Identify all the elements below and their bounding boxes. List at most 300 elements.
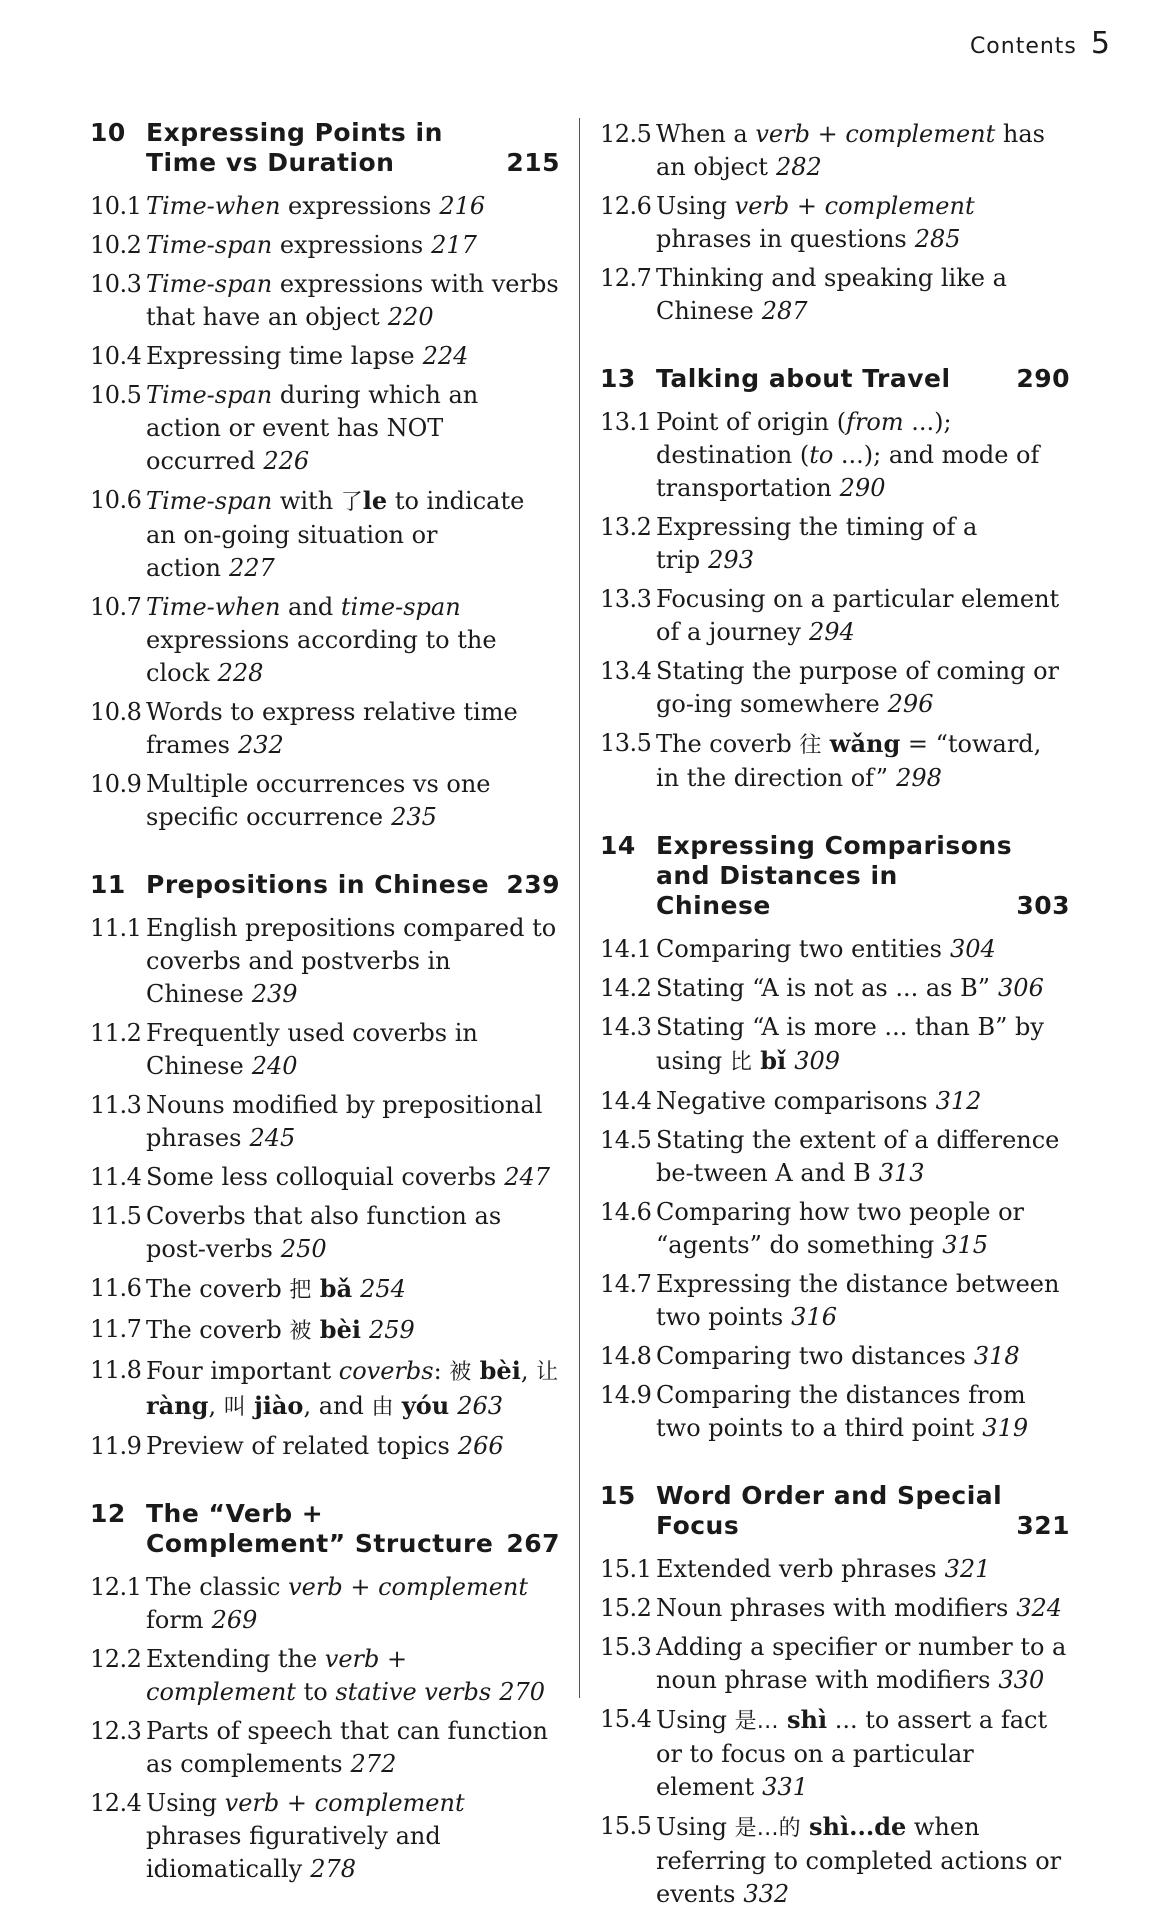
section-gap [600, 1451, 1070, 1481]
pinyin: bèi [311, 1315, 361, 1344]
toc-entry [90, 1161, 560, 1194]
toc-entry [90, 190, 560, 223]
entry-page: 235 [391, 803, 437, 831]
entry-text [146, 1430, 560, 1463]
entry-number: 14.9 [600, 1381, 652, 1409]
entry-text [656, 118, 1070, 184]
entry-text [656, 1340, 1070, 1373]
entry-text [656, 1703, 1070, 1804]
entry-text-part: The coverb [656, 730, 800, 758]
chapter-number: 12 [90, 1499, 126, 1528]
entry-page: 224 [422, 342, 469, 370]
chapter-page: 321 [1016, 1511, 1070, 1540]
chapter-title: Expressing Comparisons and Distances in Chinese [656, 831, 1013, 920]
entry-number: 13.5 [600, 729, 652, 757]
entry-number: 11.3 [90, 1091, 142, 1119]
entry-text-part: has an object [656, 120, 1045, 181]
toc-entry [600, 1196, 1070, 1262]
entry-number: 11.9 [90, 1432, 142, 1460]
entry-number: 12.3 [90, 1717, 142, 1745]
chapter-page: 215 [506, 148, 560, 177]
entry-number: 11.4 [90, 1163, 142, 1191]
toc-column-right [600, 118, 1070, 1917]
pinyin: shì...de [800, 1812, 907, 1841]
entry-page: 309 [794, 1047, 840, 1075]
chapter-heading [90, 118, 560, 178]
entry-text-part: to [295, 1678, 336, 1706]
entry-text-part: phrases figuratively and idiomatically [146, 1822, 441, 1883]
page-number: 5 [1090, 26, 1110, 61]
entry-page: 217 [431, 231, 477, 259]
toc-entry [600, 1592, 1070, 1625]
entry-text [146, 1272, 560, 1307]
entry-text-part: Multiple occurrences vs one specific occurrence [146, 770, 491, 831]
entry-text-part: stative verbs [335, 1678, 492, 1706]
chapter-title: Talking about Travel [656, 364, 951, 393]
entry-text-part: Time-span [146, 231, 273, 259]
entry-page: 331 [762, 1773, 808, 1801]
chapter-number: 11 [90, 870, 126, 899]
entry-text [146, 1200, 560, 1266]
entry-number: 13.1 [600, 408, 652, 436]
entry-number: 14.8 [600, 1342, 652, 1370]
entry-text-part: Time-when [146, 593, 281, 621]
entry-page: 330 [998, 1666, 1045, 1694]
chapter-title: The “Verb + Complement” Structure [146, 1499, 494, 1558]
entry-text-part: expressions with verbs that have an object [146, 270, 559, 331]
toc-entry [600, 1011, 1070, 1079]
entry-text-part: The classic [146, 1573, 289, 1601]
entry-page: 220 [387, 303, 434, 331]
chapter-page: 267 [506, 1529, 560, 1558]
chapter-page: 239 [506, 870, 560, 899]
section-gap [90, 840, 560, 870]
entry-text-part: Words to express relative time frames [146, 698, 518, 759]
entry-text [656, 1379, 1070, 1445]
toc-entry [90, 1089, 560, 1155]
toc-entry [600, 1268, 1070, 1334]
entry-text-part: Adding a specifier or number to a noun phrase with modifiers [656, 1633, 1067, 1694]
entry-page: 313 [878, 1159, 925, 1187]
entry-text [146, 340, 560, 373]
entry-text [656, 1011, 1070, 1079]
entry-number: 10.8 [90, 698, 142, 726]
entry-text-part: to indicate an on-going situation or action [146, 487, 525, 582]
entry-text-part: expressions [272, 231, 424, 259]
entry-text [146, 1715, 560, 1781]
entry-number: 15.2 [600, 1594, 652, 1622]
chinese-characters: 是… [734, 1709, 779, 1734]
entry-number: 15.5 [600, 1812, 652, 1840]
entry-text [656, 583, 1070, 649]
toc-entry [90, 768, 560, 834]
toc-entry [600, 1379, 1070, 1445]
toc-entry [600, 118, 1070, 184]
toc-entry [90, 591, 560, 690]
toc-entry [600, 1124, 1070, 1190]
entry-page: 315 [942, 1231, 989, 1259]
chapter-heading [600, 831, 1070, 921]
entry-number: 14.7 [600, 1270, 652, 1298]
chinese-characters: 往 [799, 733, 822, 758]
entry-text-part: Using [656, 192, 735, 220]
chapter-number: 13 [600, 364, 636, 393]
chapter-heading [600, 364, 1070, 394]
entry-page: 259 [368, 1316, 415, 1344]
entry-page: 269 [211, 1606, 258, 1634]
toc-entry [600, 1631, 1070, 1697]
toc-entry [90, 1200, 560, 1266]
toc-entry [90, 340, 560, 373]
entry-text [656, 1553, 1070, 1586]
entry-number: 13.4 [600, 657, 652, 685]
entry-page: 228 [217, 659, 264, 687]
toc-entry [90, 1354, 560, 1424]
chinese-characters: 被 [289, 1319, 312, 1344]
entry-number: 10.9 [90, 770, 142, 798]
entry-text-part: Stating “A is not as ... as B” [656, 974, 991, 1002]
entry-text-part: The coverb [146, 1316, 290, 1344]
toc-entry [600, 1085, 1070, 1118]
entry-number: 14.5 [600, 1126, 652, 1154]
entry-text-part: : [433, 1357, 450, 1385]
entry-number: 10.2 [90, 231, 142, 259]
entry-text-part: , [520, 1357, 537, 1385]
entry-page: 254 [360, 1275, 406, 1303]
entry-text-part: When a [656, 120, 756, 148]
entry-page: 245 [249, 1124, 296, 1152]
entry-page: 290 [839, 474, 886, 502]
entry-text [656, 1196, 1070, 1262]
entry-text-part: verb + complement [288, 1573, 529, 1601]
entry-text-part: during which an action or event has NOT occurred [146, 381, 479, 475]
entry-number: 11.1 [90, 914, 142, 942]
toc-entry [90, 1787, 560, 1886]
pinyin: shì [778, 1705, 828, 1734]
entry-number: 15.4 [600, 1705, 652, 1733]
toc-entry [90, 1571, 560, 1637]
entry-text-part: time-span [340, 593, 461, 621]
toc-entry [600, 933, 1070, 966]
entry-page: 321 [944, 1555, 991, 1583]
toc-entry [90, 484, 560, 585]
toc-entry [90, 696, 560, 762]
entry-text [146, 229, 560, 262]
entry-page: 227 [228, 554, 275, 582]
entry-number: 10.4 [90, 342, 142, 370]
entry-text-part: verb + complement [146, 1645, 408, 1706]
entry-page: 240 [251, 1052, 298, 1080]
chinese-characters: 了 [340, 490, 363, 515]
entry-text [146, 1017, 560, 1083]
toc-entry [600, 583, 1070, 649]
toc-entry [90, 1017, 560, 1083]
entry-page: 294 [808, 618, 855, 646]
entry-text [146, 1313, 560, 1348]
entry-text-part: Comparing the distances from two points to a third point [656, 1381, 1026, 1442]
chinese-characters: 被 [449, 1360, 472, 1385]
entry-text-part: verb + complement [224, 1789, 465, 1817]
entry-page: 250 [280, 1235, 327, 1263]
entry-page: 287 [761, 297, 808, 325]
column-divider [579, 118, 580, 1698]
entry-text-part: Four important [146, 1357, 339, 1385]
entry-page: 318 [973, 1342, 1020, 1370]
entry-text-part: Comparing two distances [656, 1342, 966, 1370]
entry-number: 12.5 [600, 120, 652, 148]
entry-page: 298 [896, 764, 942, 792]
entry-text-part: Comparing how two people or “agents” do something [656, 1198, 1024, 1259]
section-gap [600, 801, 1070, 831]
entry-number: 12.2 [90, 1645, 142, 1673]
toc-entry [600, 1810, 1070, 1911]
entry-text-part: = “toward, in the direction of” [656, 730, 1042, 792]
entry-text [656, 1124, 1070, 1190]
entry-text [146, 190, 560, 223]
section-gap [600, 334, 1070, 364]
entry-text-part: The coverb [146, 1275, 290, 1303]
chinese-characters: 让 [536, 1360, 559, 1385]
entry-page: 278 [310, 1855, 357, 1883]
entry-text-part: Using [656, 1706, 735, 1734]
entry-page: 266 [457, 1432, 504, 1460]
chapter-title: Prepositions in Chinese [146, 870, 490, 899]
entry-text [656, 190, 1070, 256]
pinyin: bǐ [751, 1046, 787, 1075]
entry-text [146, 591, 560, 690]
toc-entry [90, 379, 560, 478]
entry-text-part: verb + complement [734, 192, 975, 220]
entry-text-part: Focusing on a particular element of a journey [656, 585, 1060, 646]
entry-text-part: ... to assert a fact or to focus on a particular element [656, 1706, 1048, 1801]
entry-text-part: form [146, 1606, 204, 1634]
entry-number: 11.5 [90, 1202, 142, 1230]
entry-number: 11.7 [90, 1315, 142, 1343]
entry-page: 232 [237, 731, 284, 759]
entry-text-part: Expressing the timing of a trip [656, 513, 978, 574]
entry-number: 11.2 [90, 1019, 142, 1047]
entry-text [146, 768, 560, 834]
toc-entry [600, 511, 1070, 577]
entry-text-part: Time-span [146, 270, 273, 298]
entry-text-part: ...); destination ( [656, 408, 952, 469]
toc-entry [90, 912, 560, 1011]
entry-text [146, 1787, 560, 1886]
toc-entry [90, 1313, 560, 1348]
chapter-heading [600, 1481, 1070, 1541]
pinyin: bǎ [311, 1274, 353, 1303]
toc-entry [90, 1272, 560, 1307]
entry-number: 14.6 [600, 1198, 652, 1226]
entry-number: 14.3 [600, 1013, 652, 1041]
entry-page: 226 [263, 447, 310, 475]
entry-page: 304 [949, 935, 996, 963]
header-section-label: Contents [969, 34, 1077, 59]
chapter-heading [90, 1499, 560, 1559]
entry-text-part: Time-span [146, 381, 273, 409]
entry-page: 239 [251, 980, 298, 1008]
entry-page: 270 [499, 1678, 546, 1706]
toc-entry [600, 727, 1070, 795]
entry-text-part: and [280, 593, 341, 621]
entry-text [656, 1592, 1070, 1625]
entry-text-part: Stating the extent of a difference be-tween A and B [656, 1126, 1060, 1187]
toc-entry [90, 1430, 560, 1463]
toc-entry [600, 1553, 1070, 1586]
entry-number: 10.6 [90, 486, 142, 514]
entry-text-part: Stating the purpose of coming or go-ing somewhere [656, 657, 1060, 718]
entry-page: 247 [504, 1163, 551, 1191]
toc-entry [600, 406, 1070, 505]
entry-text-part: Time-when [146, 192, 281, 220]
entry-text [146, 1643, 560, 1709]
chapter-heading [90, 870, 560, 900]
toc-entry [600, 262, 1070, 328]
toc-entry [90, 1643, 560, 1709]
entry-text-part: Some less colloquial coverbs [146, 1163, 497, 1191]
pinyin: jiào [245, 1391, 304, 1420]
entry-text-part: , and [303, 1392, 372, 1420]
entry-text-part: Extending the [146, 1645, 325, 1673]
entry-text [146, 1089, 560, 1155]
toc-entry [90, 229, 560, 262]
entry-text [146, 1571, 560, 1637]
chinese-characters: 把 [289, 1278, 312, 1303]
entry-text-part: Thinking and speaking like a Chinese [656, 264, 1007, 325]
entry-text-part: expressions [280, 192, 432, 220]
pinyin: ràng [146, 1391, 209, 1420]
chapter-number: 15 [600, 1481, 636, 1510]
entry-page: 272 [350, 1750, 397, 1778]
entry-text-part: Frequently used coverbs in Chinese [146, 1019, 478, 1080]
toc-entry [600, 972, 1070, 1005]
entry-number: 14.1 [600, 935, 652, 963]
entry-text [656, 972, 1070, 1005]
toc-entry [600, 190, 1070, 256]
entry-page: 216 [439, 192, 486, 220]
entry-text [656, 655, 1070, 721]
entry-text-part: verb + complement [755, 120, 996, 148]
entry-page: 324 [1016, 1594, 1063, 1622]
entry-text [656, 1268, 1070, 1334]
entry-number: 12.6 [600, 192, 652, 220]
pinyin: yóu [393, 1391, 450, 1420]
entry-text-part: Stating “A is more ... than B” by using [656, 1013, 1044, 1075]
entry-text-part: with [272, 487, 341, 515]
chinese-characters: 叫 [223, 1395, 246, 1420]
chapter-number: 10 [90, 118, 126, 147]
entry-page: 332 [743, 1880, 790, 1908]
toc-entry [600, 1340, 1070, 1373]
toc-column-left [90, 118, 560, 1892]
entry-number: 15.1 [600, 1555, 652, 1583]
entry-text-part: Using [146, 1789, 225, 1817]
entry-text [656, 511, 1070, 577]
entry-text [656, 727, 1070, 795]
entry-page: 306 [998, 974, 1044, 1002]
chinese-characters: 由 [371, 1395, 394, 1420]
entry-text-part: to [809, 441, 834, 469]
entry-page: 263 [457, 1392, 504, 1420]
chinese-characters: 是…的 [734, 1816, 801, 1841]
pinyin: wǎng [821, 729, 901, 758]
entry-text-part: Expressing the distance between two points [656, 1270, 1060, 1331]
chapter-page: 290 [1016, 364, 1070, 393]
entry-text [146, 1354, 560, 1424]
entry-text [656, 1631, 1070, 1697]
entry-text [146, 268, 560, 334]
toc-entry [90, 1715, 560, 1781]
entry-text-part: Coverbs that also function as post-verbs [146, 1202, 502, 1263]
entry-page: 282 [775, 153, 822, 181]
entry-number: 10.7 [90, 593, 142, 621]
pinyin: le [362, 486, 388, 515]
entry-text [146, 912, 560, 1011]
entry-text-part: Point of origin ( [656, 408, 847, 436]
entry-page: 312 [935, 1087, 982, 1115]
entry-text [656, 1810, 1070, 1911]
entry-number: 12.1 [90, 1573, 142, 1601]
entry-text-part: English prepositions compared to coverbs and postverbs in Chinese [146, 914, 557, 1008]
entry-number: 10.1 [90, 192, 142, 220]
entry-text-part: Comparing two entities [656, 935, 942, 963]
entry-text-part: ...); and mode of transportation [656, 441, 1040, 502]
toc-entry [600, 1703, 1070, 1804]
entry-text-part: Expressing time lapse [146, 342, 415, 370]
pinyin: bèi [471, 1356, 521, 1385]
chinese-characters: 比 [729, 1050, 752, 1075]
entry-text-part: Using [656, 1813, 735, 1841]
entry-text [146, 1161, 560, 1194]
entry-text-part: Extended verb phrases [656, 1555, 937, 1583]
entry-text-part: Nouns modified by prepositional phrases [146, 1091, 543, 1152]
entry-number: 11.8 [90, 1356, 142, 1384]
entry-page: 316 [791, 1303, 837, 1331]
section-gap [90, 1469, 560, 1499]
entry-text [146, 696, 560, 762]
entry-page: 296 [887, 690, 934, 718]
entry-text [656, 406, 1070, 505]
toc-entry [600, 655, 1070, 721]
entry-text-part: from [846, 408, 904, 436]
entry-text-part: Negative comparisons [656, 1087, 928, 1115]
entry-text-part: Preview of related topics [146, 1432, 450, 1460]
entry-text-part: Time-span [146, 487, 273, 515]
entry-text [146, 379, 560, 478]
entry-page: 293 [708, 546, 754, 574]
entry-text [656, 262, 1070, 328]
entry-number: 14.2 [600, 974, 652, 1002]
entry-number: 12.7 [600, 264, 652, 292]
entry-number: 10.5 [90, 381, 142, 409]
entry-text-part: Noun phrases with modifiers [656, 1594, 1009, 1622]
entry-text-part: when referring to completed actions or events [656, 1813, 1062, 1908]
entry-number: 10.3 [90, 270, 142, 298]
chapter-title: Word Order and Special Focus [656, 1481, 1003, 1540]
entry-text-part: expressions according to the clock [146, 626, 497, 687]
entry-text-part: phrases in questions [656, 225, 907, 253]
entry-page: 285 [914, 225, 961, 253]
running-header [970, 26, 1110, 61]
entry-text [656, 1085, 1070, 1118]
chapter-number: 14 [600, 831, 636, 860]
entry-number: 13.2 [600, 513, 652, 541]
entry-number: 15.3 [600, 1633, 652, 1661]
entry-text [146, 484, 560, 585]
entry-number: 11.6 [90, 1274, 142, 1302]
entry-number: 14.4 [600, 1087, 652, 1115]
toc-entry [90, 268, 560, 334]
